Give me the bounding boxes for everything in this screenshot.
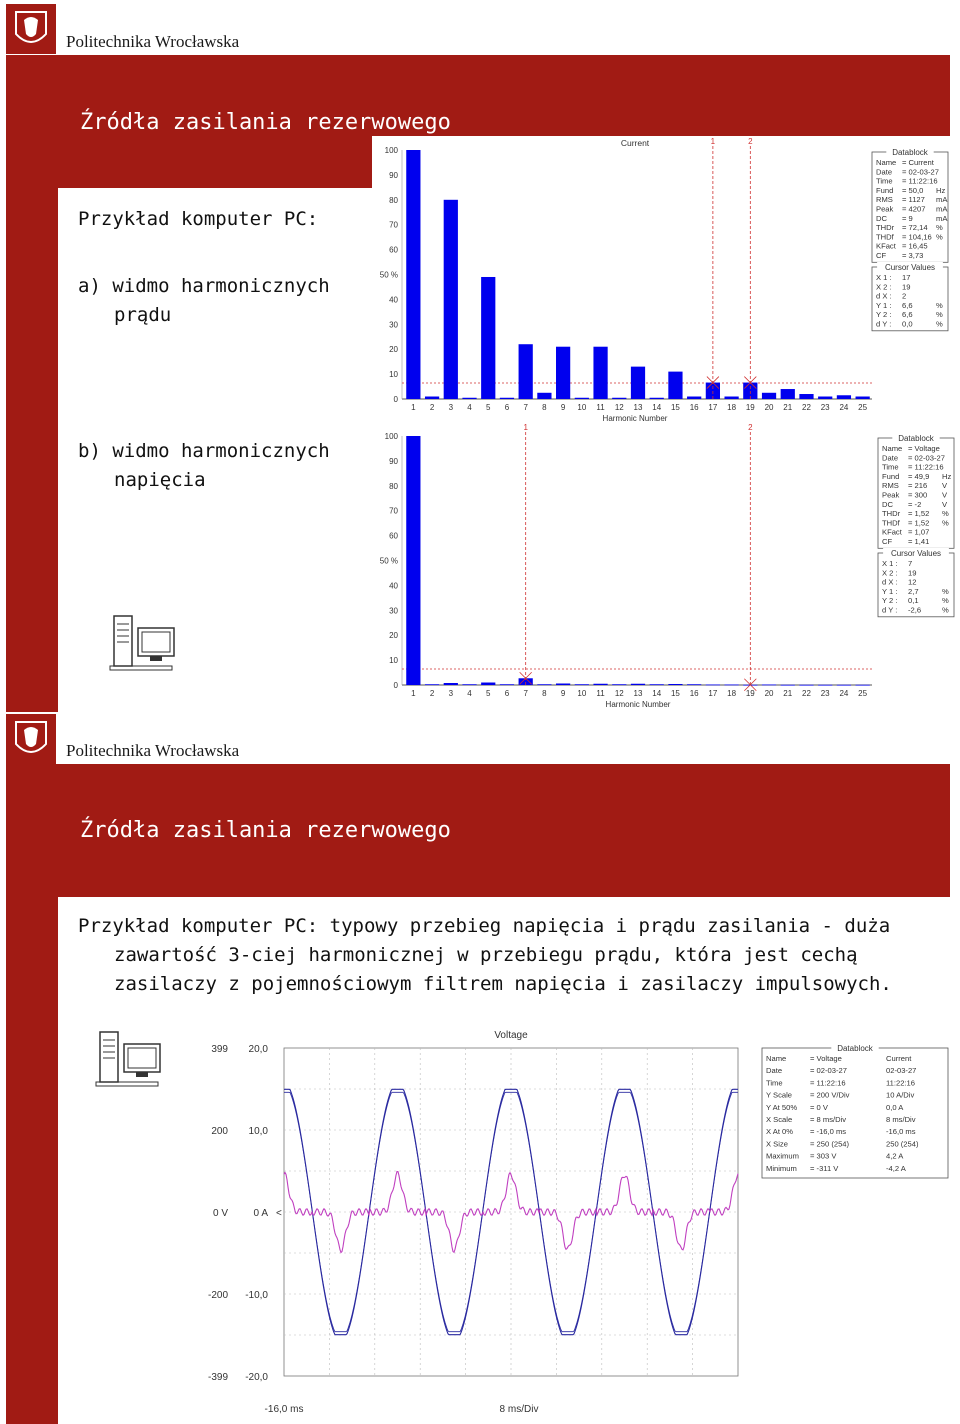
info-box-cell: 250 (254) [886,1139,919,1149]
bar-h1 [406,436,420,685]
x-tick-label: 9 [560,689,566,698]
bar-h23 [818,397,832,399]
info-box-cell: = 50,0 [902,185,924,195]
info-box-cell: Date [882,453,899,463]
y-tick-label: 100 [384,146,398,155]
info-box-cell: X 1 : [876,273,892,282]
item-b-line2: napięcia [114,469,206,491]
bar-h22 [799,685,813,686]
item-a-line2: prądu [114,304,172,326]
info-box-cell: = Voltage [908,444,940,453]
x-tick-label: 13 [633,689,643,698]
info-box-cell: X Size [766,1139,788,1149]
desktop-computer-icon [94,1028,164,1088]
info-box-cell: Fund [882,471,900,481]
info-box-cell: % [936,223,943,233]
info-box-cell: Y 1 : [882,586,898,596]
x-tick-label: 19 [745,403,755,412]
info-box-cell: Y At 50% [766,1102,798,1112]
info-box-cell: Hz [936,185,946,195]
logo-emblem [6,4,56,54]
info-box-cell: CF [882,537,893,546]
info-box-cell: 02-03-27 [886,1066,917,1076]
x-tick-label: 6 [504,403,510,412]
voltage-harmonics-chart [372,424,950,712]
left-bar [6,764,58,1424]
x-tick-label: 24 [839,689,849,698]
info-box-cell: 6,6 [902,300,913,310]
info-box-cell: 19 [908,568,917,578]
x-scale-label: 8 ms/Div [499,1404,539,1415]
y-tick-label: 60 [389,245,398,255]
bar-h5 [481,277,495,399]
info-box-cell: = 250 (254) [810,1139,850,1149]
bar-h11 [593,347,607,399]
x-tick-label: 14 [652,403,662,412]
bar-h10 [575,398,589,399]
info-box-cell: Current [886,1054,912,1063]
info-box-cell: = 11:22:16 [908,462,944,472]
info-box-cell: 2 [902,291,907,301]
info-box-cell: Date [766,1066,783,1076]
y-tick-label: 50 % [379,556,398,566]
cursor-label: 1 [523,423,528,432]
y-tick-label: 40 [389,295,398,305]
y-tick-label: 20 [389,631,398,641]
info-box-cell: mA [936,204,948,214]
info-box-cell: 6,6 [902,310,913,320]
bar-h9 [556,347,570,399]
cursor-label: 2 [748,137,753,146]
info-box-cell: RMS [876,195,893,205]
y-tick-label: 80 [389,195,398,205]
bar-h10 [575,684,589,685]
info-box-cell: = Current [902,158,934,167]
info-box-cell: = -16,0 ms [810,1127,847,1137]
info-box-cell: = 9 [902,213,913,223]
info-box-cell: = 11:22:16 [810,1078,846,1088]
bar-h13 [631,684,645,685]
info-box-cell: % [942,518,949,528]
info-box-cell: 10 A/Div [886,1090,915,1100]
bar-h7 [519,344,533,399]
info-box-cell: 19 [902,282,911,292]
bar-h8 [537,684,551,685]
slide-2 [0,712,960,1424]
info-box-cell: = 49,9 [908,471,930,481]
x-tick-label: 8 [542,403,547,412]
x-tick-label: 11 [596,689,605,698]
x-tick-label: 17 [708,403,718,412]
info-box-cell: RMS [882,481,899,491]
y-tick-left: -399 [207,1372,228,1383]
info-box-cell: = 02-03-27 [810,1066,847,1076]
y-tick-label: 70 [389,506,398,516]
info-box-cell: Name [766,1054,787,1063]
x-tick-label: 16 [689,403,699,412]
x-tick-label: 3 [448,403,454,412]
x-tick-label: 18 [727,403,737,412]
y-tick-left: 200 [211,1126,228,1137]
info-box-cell: V [942,481,948,491]
x-tick-label: 15 [670,689,680,698]
info-box-cell: X 2 : [876,282,892,292]
info-box-cell: d X : [882,577,898,587]
bar-h21 [781,389,795,399]
y-tick-label: 10 [389,370,398,380]
bar-h14 [650,398,664,399]
info-box-cell: Time [766,1078,783,1088]
x-tick-label: 10 [577,689,587,698]
y-tick-label: 80 [389,481,398,491]
x-tick-label: 7 [523,403,528,412]
y-tick-right: -20,0 [245,1372,268,1383]
bar-h25 [856,685,870,686]
info-box-cell: = 1,41 [908,537,930,546]
slide-title: Źródła zasilania rezerwowego [80,818,451,843]
info-box-cell: mA [936,195,948,205]
info-box-cell: Y 2 : [882,596,898,606]
info-box-cell: = 1127 [902,195,925,205]
zero-marker: < [276,1208,282,1219]
info-box-cell: THDr [882,509,901,519]
info-box-cell: Y 1 : [876,300,892,310]
info-box-cell: DC [882,499,893,509]
info-box-cell: = 11:22:16 [902,176,938,186]
info-box-cell: = 1,52 [908,518,930,528]
paragraph-line1: Przykład komputer PC: typowy przebieg napięcia i prądu zasilania - duża [78,915,891,937]
x-tick-label: 4 [467,689,472,698]
waveform-svg [196,1024,954,1420]
info-box-cell: X Scale [766,1115,793,1124]
info-box-header: Datablock [837,1044,873,1053]
x-tick-label: 25 [858,403,868,412]
info-box-cell: = 200 V/Div [810,1090,850,1100]
info-box-cell: Hz [942,471,952,481]
bar-h22 [799,394,813,399]
x-tick-label: 3 [448,689,454,698]
info-box-cell: = 303 V [810,1151,837,1161]
bar-h25 [856,397,870,399]
y-tick-left: -200 [207,1290,228,1301]
chart-title: Voltage [494,1030,528,1041]
info-box-cell: 7 [908,559,913,568]
info-box-cell: d Y : [882,605,898,615]
info-box-header: Datablock [898,434,934,443]
info-box-cell: -16,0 ms [886,1127,916,1137]
left-bar [6,55,58,712]
bar-h24 [837,395,851,399]
bar-h2 [425,684,439,685]
bar-h8 [537,393,551,399]
bar-h24 [837,685,851,686]
x-tick-label: 16 [689,689,699,698]
y-tick-left: 0 V [212,1208,228,1219]
university-name: Politechnika Wrocławska [66,741,240,760]
info-box-cell: d X : [876,291,892,301]
eagle-emblem-icon [6,4,56,54]
bar-h6 [500,684,514,685]
bar-h15 [668,684,682,685]
x-tick-label: 20 [764,689,774,698]
bar-h17 [706,685,720,686]
x-tick-label: 17 [708,689,718,698]
bar-h18 [724,397,738,399]
x-tick-label: 15 [670,403,680,412]
info-box-cell: THDf [876,232,894,242]
info-box-cell: = -2 [908,499,922,509]
x-tick-label: 2 [429,689,435,698]
y-tick-label: 30 [389,606,398,616]
y-tick-label: 50 % [379,270,398,280]
info-box-cell: CF [876,251,887,260]
bar-h1 [406,150,420,399]
x-tick-label: 12 [614,689,624,698]
info-box-cell: = 72,14 [902,223,928,233]
info-box-cell: THDr [876,223,895,233]
info-box-cell: = 8 ms/Div [810,1115,847,1124]
bar-h2 [425,397,439,399]
y-tick-right: -10,0 [245,1290,268,1301]
info-box-cell: V [942,490,948,500]
x-tick-label: 10 [577,403,587,412]
info-box-cell: = 0 V [810,1102,828,1112]
info-box-header: Cursor Values [890,549,942,558]
eagle-emblem-icon [6,714,56,764]
y-tick-right: 0 A [253,1208,268,1219]
university-name: Politechnika Wrocławska [66,32,240,51]
x-tick-label: 13 [633,403,643,412]
info-box-cell: THDf [882,518,900,528]
y-tick-label: 70 [389,220,398,230]
bar-h11 [593,684,607,685]
info-box-cell: 17 [902,273,911,282]
x-tick-label: 5 [486,689,491,698]
info-box-cell: = 02-03-27 [908,453,945,463]
bar-h12 [612,398,626,399]
info-box-cell: Date [876,167,893,177]
y-tick-label: 90 [389,170,398,180]
info-box-cell: = 4207 [902,204,926,214]
y-tick-label: 60 [389,531,398,541]
bar-h18 [724,685,738,686]
info-box-cell: % [936,310,943,320]
info-box-cell: = Voltage [810,1054,842,1063]
info-box-cell: = 104,16 [902,232,932,242]
info-box-cell: 4,2 A [886,1151,904,1161]
info-box-cell: DC [876,213,887,223]
y-tick-label: 40 [389,581,398,591]
info-box-cell: Time [882,462,899,472]
info-box-cell: 2,7 [908,586,919,596]
x-tick-label: 2 [429,403,435,412]
bar-h16 [687,397,701,399]
bar-h20 [762,393,776,399]
bar-h4 [462,398,476,399]
info-box-cell: 8 ms/Div [886,1115,916,1124]
info-box-cell: = 216 [908,481,928,491]
y-tick-label: 0 [393,395,398,404]
bar-h3 [444,200,458,399]
info-box-cell: Y 2 : [876,310,892,320]
info-box-cell: 0,0 [902,319,913,329]
info-box-cell: % [936,300,943,310]
desktop-computer-icon [108,612,178,672]
info-box-cell: 0,0 A [886,1102,904,1112]
info-box-cell: = 02-03-27 [902,167,939,177]
bar-h20 [762,685,776,686]
info-box-cell: % [942,509,949,519]
cursor-label: 2 [748,423,753,432]
bar-h23 [818,685,832,686]
info-box-cell: 12 [908,577,917,587]
y-tick-label: 0 [393,681,398,690]
slide-title: Źródła zasilania rezerwowego [80,110,451,135]
x-tick-label: 11 [596,403,605,412]
bar-h13 [631,367,645,399]
cursor-label: 1 [710,137,716,146]
info-box-cell: Name [882,444,903,453]
info-box-cell: = 300 [908,490,928,500]
x-tick-label: 23 [820,403,830,412]
bar-h12 [612,684,626,685]
y-tick-right: 10,0 [248,1126,268,1137]
info-box-cell: d Y : [876,319,892,329]
x-tick-label: 6 [504,689,510,698]
info-box-cell: % [942,596,949,606]
x-tick-label: 14 [652,689,662,698]
bar-h14 [650,684,664,685]
y-tick-right: 20,0 [248,1044,268,1055]
info-box-cell: % [942,586,949,596]
info-box-cell: = 16,45 [902,241,928,251]
info-box-cell: mA [936,213,948,223]
chart-title: Current [620,138,650,148]
x-tick-label: 5 [486,403,491,412]
info-box-cell: KFact [876,241,896,251]
info-box-cell: = 1,07 [908,527,930,537]
x-tick-label: 1 [411,689,416,698]
info-box-header: Cursor Values [884,263,936,272]
bar-h16 [687,684,701,685]
info-box-cell: = 1,52 [908,509,930,519]
info-box-cell: 0,1 [908,596,919,606]
x-tick-label: 21 [783,403,793,412]
info-box-cell: -2,6 [908,605,922,615]
info-box-cell: Fund [876,185,894,195]
x-tick-label: 25 [858,689,868,698]
info-box-cell: Peak [882,490,900,500]
info-box-cell: Maximum [766,1151,799,1161]
info-box-cell: % [936,232,943,242]
y-tick-label: 90 [389,456,398,466]
info-box-cell: Peak [876,204,894,214]
y-tick-label: 30 [389,320,398,330]
bar-h15 [668,372,682,399]
info-box-cell: Minimum [766,1163,797,1173]
info-box-cell: % [936,319,943,329]
info-box-cell: Time [876,176,893,186]
info-box-cell: 11:22:16 [886,1078,915,1088]
y-tick-label: 10 [389,656,398,666]
y-tick-label: 100 [384,432,398,441]
x-tick-label: 21 [783,689,793,698]
waveform-chart [196,1024,954,1420]
info-box-cell: Y Scale [766,1090,793,1100]
x-tick-label: 20 [764,403,774,412]
x-axis-label: Harmonic Number [602,414,668,423]
paragraph-line3: zasilaczy z pojemnościowym filtrem napięcia i zasilaczy impulsowych. [114,973,892,995]
info-box-cell: -4,2 A [886,1163,906,1173]
x-axis-label: Harmonic Number [605,700,671,709]
info-box-cell: = -311 V [810,1163,839,1173]
x-tick-label: 23 [820,689,830,698]
info-box-cell: V [942,499,948,509]
x-start-label: -16,0 ms [264,1404,304,1415]
info-box-cell: = 3,73 [902,251,924,260]
x-tick-label: 1 [411,403,416,412]
info-box-cell: % [942,605,949,615]
info-box-cell: X At 0% [766,1127,794,1137]
info-box-cell: Name [876,158,897,167]
paragraph-line2: zawartość 3-ciej harmonicznej w przebiegu prądu, która jest cechą [114,944,858,966]
x-tick-label: 12 [614,403,624,412]
info-box-cell: X 1 : [882,559,898,568]
item-a-line1: a) widmo harmonicznych [78,275,330,297]
x-tick-label: 4 [467,403,472,412]
x-tick-label: 24 [839,403,849,412]
x-tick-label: 8 [542,689,547,698]
logo-emblem [6,714,56,764]
y-tick-label: 20 [389,345,398,355]
bar-h6 [500,398,514,399]
y-tick-left: 399 [211,1044,228,1055]
item-b-line1: b) widmo harmonicznych [78,440,330,462]
x-tick-label: 22 [802,689,811,698]
bar-h21 [781,685,795,686]
intro-text: Przykład komputer PC: [78,208,319,230]
bar-h5 [481,683,495,685]
current-harmonics-svg [372,136,950,423]
x-tick-label: 7 [523,689,528,698]
x-tick-label: 18 [727,689,737,698]
info-box-cell: KFact [882,527,902,537]
x-tick-label: 9 [560,403,566,412]
voltage-harmonics-svg [372,424,950,712]
bar-h9 [556,684,570,685]
x-tick-label: 19 [745,689,755,698]
info-box-cell: X 2 : [882,568,898,578]
bar-h4 [462,684,476,685]
info-box-header: Datablock [892,148,928,157]
x-tick-label: 22 [802,403,811,412]
bar-h3 [444,683,458,685]
current-harmonics-chart [372,136,950,423]
